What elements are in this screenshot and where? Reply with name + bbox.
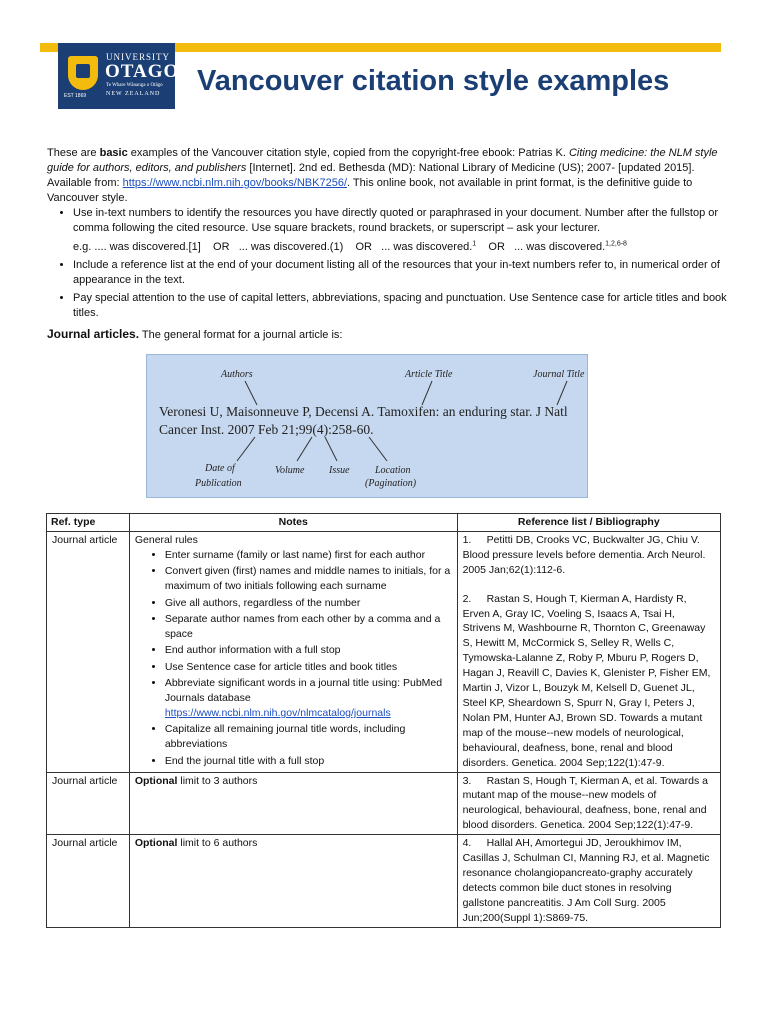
reference-examples-table [46, 513, 721, 928]
list-item: • Separate author names from each other by a comma and a space [165, 612, 451, 642]
label-publication: Publication [195, 478, 242, 489]
citation-line: Cancer Inst. 2007 Feb 21;99(4):258-60. [159, 422, 374, 437]
label-pagination: (Pagination) [365, 478, 417, 489]
ref-type-cell: Journal article [47, 835, 130, 927]
list-item: • Capitalize all remaining journal title words, including abbreviations [165, 722, 451, 752]
list-item: • Pay special attention to the use of capital letters, abbreviations, spacing and punctuation. Use Sentence case for article titles and book titles. [73, 291, 727, 321]
label-volume: Volume [275, 465, 305, 476]
ref-type-cell: Journal article [47, 772, 130, 835]
page-title: Vancouver citation style examples [197, 65, 670, 97]
list-item: • Include a reference list at the end of your document listing all of the resources that your in-text numbers refer to, in numerical order of appearance in the text. [73, 258, 727, 288]
logo-otago: OTAGO [105, 61, 180, 82]
crest-icon [68, 56, 98, 90]
list-item: • Enter surname (family or last name) first for each author [165, 548, 451, 563]
label-article-title: Article Title [405, 369, 453, 380]
column-header: Reference list / Bibliography [457, 514, 720, 532]
logo-university: UNIVERSITY [106, 52, 170, 62]
reference-cell: 4. Hallal AH, Amortegui JD, Jeroukhimov IM, Casillas J, Schulman CI, Manning RJ, et al. Magnetic resonance cholangiopancreato-graphy accurately detects common bile duct stones in resolving gallstone pancreatitis. J Am Coll Surg. 2005 Jun;200(Suppl 1):S869-75. [457, 835, 720, 927]
list-item: • End the journal title with a full stop [165, 754, 451, 769]
list-item: • Abbreviate significant words in a journal title using: PubMed Journals database https://www.ncbi.nlm.nih.gov/nlmcatalog/journals [165, 676, 451, 721]
column-header: Ref. type [47, 514, 130, 532]
intro-paragraph: These are basic examples of the Vancouver citation style, copied from the copyright-free ebook: Patrias K. Citing medicine: the NLM style guide for authors, editors, and publishers [Internet]. 2nd ed. Bethesda (MD): National Library of Medicine (US); 2007- [updated 2015]. Available from: https://www.ncbi.nlm.nih.gov/books/NBK7256/. This online book, not available in print format, is the definitive guide to Vancouver style. [47, 147, 718, 204]
table-row [47, 835, 721, 927]
table-header-row [47, 514, 721, 532]
list-item: • Use Sentence case for article titles and book titles [165, 660, 451, 675]
label-journal-title: Journal Title [533, 369, 585, 380]
notes-heading: General rules [134, 533, 198, 546]
intro-section [47, 146, 727, 321]
reference-cell: 3. Rastan S, Hough T, Kierman A, et al. Towards a mutant map of the mouse--new models of neurological, behavioural, deafness, bone, renal and blood disorders. Genetica. 2004 Sep;122(1):47-9. [457, 772, 720, 835]
citation-line: Veronesi U, Maisonneuve P, Decensi A. Tamoxifen: an enduring star. J Natl [159, 404, 568, 419]
logo-est: EST 1869 [64, 93, 87, 99]
notes-cell: Optional limit to 3 authors [129, 772, 457, 835]
list-item: • Convert given (first) names and middle names to initials, for a maximum of two initials following each surname [165, 564, 451, 594]
notes-cell [129, 531, 457, 772]
label-authors: Authors [221, 369, 253, 380]
intext-examples: e.g. .... was discovered.[1] OR ... was discovered.(1) OR ... was discovered.$^1$ OR ... was discovered.$^{1,2,6-8}$ [73, 240, 627, 253]
list-item: • End author information with a full stop [165, 643, 451, 658]
journal-articles-heading: Journal articles. The general format for a journal article is: [47, 327, 343, 341]
list-item: • Give all authors, regardless of the number [165, 596, 451, 611]
ref-type-cell: Journal article [47, 531, 130, 772]
reference-entry: 1. Petitti DB, Crooks VC, Buckwalter JG, Chiu V. Blood pressure levels before dementia. Arch Neurol. 2005 Jan;62(1):112-6. [462, 533, 706, 576]
guidelines-list [47, 206, 727, 321]
logo-maori: Te Whare Wānanga o Otāgo [106, 83, 163, 88]
notes-cell: Optional limit to 6 authors [129, 835, 457, 927]
reference-entry: 2. Rastan S, Hough T, Kierman A, Hardisty R, Erven A, Gray IC, Voeling S, Isaacs A, Tsai H, Strivens M, Washbourne R, Thornton C, Greenaway S, Hewitt M, McCormick S, Selley R, Wells C, Tymowska-Lalanne Z, Roby P, Mburu P, Rogers D, Hagan J, Reavill C, Davies K, Glenister P, Fisher EM, Martin J, Vizor L, Bouzyk M, Kelsell D, Guenet JL, Steel KP, Sheardown S, Spurr N, Gray I, Peters J, Nolan PM, Hunter AJ, Brown SD. Towards a mutant map of the mouse--new models of neurological, behavioural, deafness, bone, renal and blood disorders. Genetica. 2004 Sep;122(1):47-9. [462, 592, 711, 769]
label-issue: Issue [329, 465, 350, 476]
label-date: Date of [205, 463, 235, 474]
table-row [47, 772, 721, 835]
list-item: • Use in-text numbers to identify the resources you have directly quoted or paraphrased in your document. Number after the fullstop or comma following the cited resource. Use square brackets, round brackets, or superscript – ask your lecturer. e.g. .... was discovered.[1] OR ... was discovered.(1) OR ... was discovered.$^1$ OR ... was discovered.$^{1,2,6-8}$ [73, 206, 727, 255]
citation-format-diagram [146, 354, 588, 498]
ebook-link[interactable]: https://www.ncbi.nlm.nih.gov/books/NBK7256/ [122, 177, 348, 189]
column-header: Notes [129, 514, 457, 532]
university-logo [58, 43, 180, 109]
example-citation [159, 403, 568, 439]
logo-nz: NEW ZEALAND [106, 91, 161, 97]
label-location: Location [375, 465, 411, 476]
table-row [47, 531, 721, 772]
pubmed-journals-link[interactable]: https://www.ncbi.nlm.nih.gov/nlmcatalog/journals [164, 706, 391, 719]
reference-cell [457, 531, 720, 772]
